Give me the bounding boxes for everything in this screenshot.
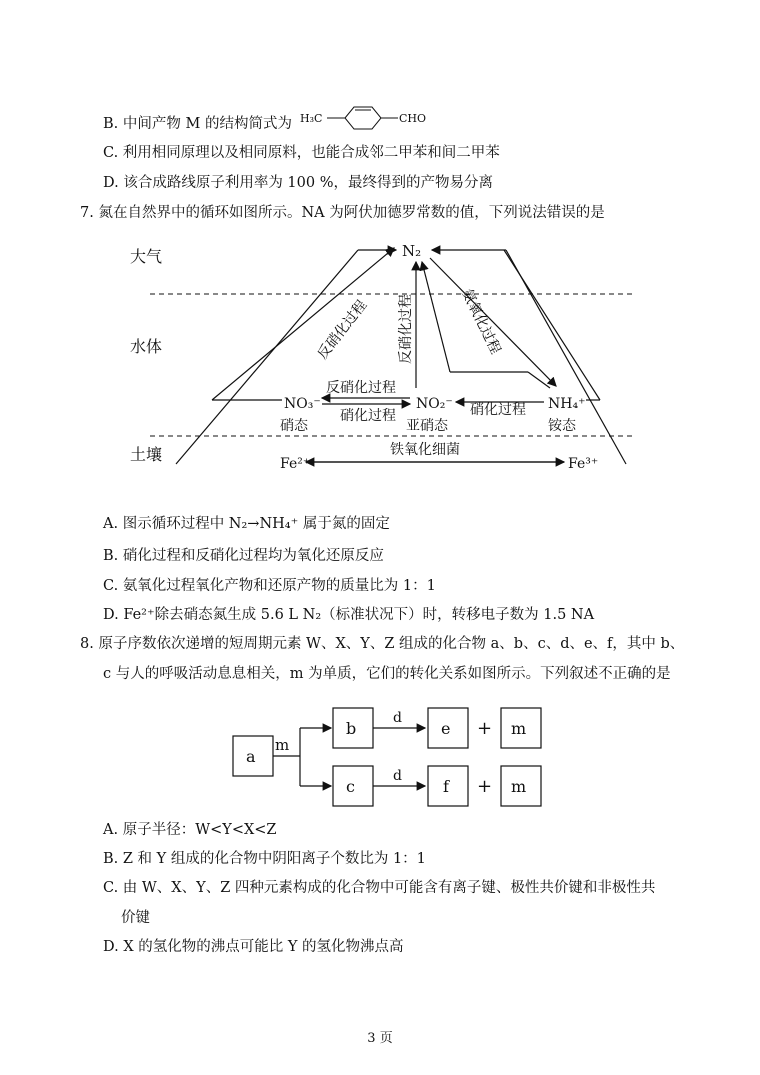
no3-name: 硝态	[280, 418, 308, 434]
nit-horizontal-label-2: 硝化过程	[470, 402, 526, 418]
anammox-to-n2-arrow	[422, 262, 450, 372]
no3-to-n2-arrow	[212, 248, 394, 400]
arrow-d2-label: d	[393, 768, 402, 784]
arrow-d1-label: d	[393, 710, 402, 726]
q7-option-d: D. Fe²⁺除去硝态氮生成 5.6 L N₂（标准状况下）时，转移电子数为 1.5 NA	[103, 607, 595, 623]
q6-option-d: D. 该合成路线原子利用率为 100 %，最终得到的产物易分离	[103, 175, 493, 191]
nitrogen-cycle-diagram	[120, 232, 640, 480]
zone-water-label: 水体	[130, 337, 163, 356]
denit-left-label: 反硝化过程	[314, 297, 371, 363]
denit-mid-label: 反硝化过程	[398, 294, 414, 364]
q6-option-b	[103, 114, 292, 134]
q8-conversion-diagram	[225, 696, 555, 816]
q8-stem-line1: 8. 原子序数依次递增的短周期元素 W、X、Y、Z 组成的化合物 a、b、c、d、e、f，其中 b、	[80, 636, 685, 652]
q8-option-b: B. Z 和 Y 组成的化合物中阴阳离子个数比为 1：1	[103, 851, 426, 867]
q8-option-c-line1: C. 由 W、X、Y、Z 四种元素构成的化合物中可能含有离子键、极性共价键和非极性共	[103, 880, 656, 896]
struct-left-group: H₃C	[300, 112, 323, 125]
anammox-label: 氨氧化过程	[458, 286, 504, 357]
nh4-label: NH₄⁺	[548, 396, 586, 412]
q6-option-c: C. 利用相同原理以及相同原料，也能合成邻二甲苯和间二甲苯	[103, 145, 500, 161]
plus-2: +	[477, 776, 493, 797]
q7-stem: 7. 氮在自然界中的循环如图所示。NA 为阿伏加德罗常数的值，下列说法错误的是	[80, 205, 605, 221]
q7-option-a: A. 图示循环过程中 N₂→NH₄⁺ 属于氮的固定	[103, 516, 390, 532]
plus-1: +	[477, 718, 493, 739]
q8-option-d: D. X 的氢化物的沸点可能比 Y 的氢化物沸点高	[103, 939, 404, 955]
box-f-label: f	[443, 777, 449, 796]
box-a-label: a	[246, 747, 256, 766]
box-m-1-label: m	[511, 719, 527, 738]
nh4-name: 铵态	[548, 418, 576, 434]
anammox-stub-2	[528, 372, 550, 388]
n2-label: N₂	[402, 242, 422, 260]
q8-option-c-line2: 价键	[121, 910, 150, 926]
nh4-right-line	[504, 250, 600, 400]
no2-label: NO₂⁻	[416, 396, 453, 412]
q7-option-c: C. 氨氧化过程氧化产物和还原产物的质量比为 1：1	[103, 578, 436, 594]
box-m-2-label: m	[511, 777, 527, 796]
nit-horizontal-label-1: 硝化过程	[340, 408, 396, 424]
q8-option-a: A. 原子半径：W<Y<X<Z	[103, 822, 277, 838]
zone-soil-label: 土壤	[130, 445, 163, 464]
q6-option-b-text: B. 中间产物 M 的结构简式为	[103, 116, 292, 132]
fe2-label: Fe²⁺	[280, 456, 311, 472]
arrow-m-label: m	[275, 736, 290, 754]
q6-structure-formula	[300, 102, 450, 136]
iron-bacteria-label: 铁氧化细菌	[390, 442, 460, 458]
box-e-label: e	[441, 719, 451, 738]
denit-horizontal-label: 反硝化过程	[326, 380, 396, 396]
struct-right-group: CHO	[399, 112, 427, 125]
zone-air-label: 大气	[130, 247, 163, 266]
q8-stem-line2: c 与人的呼吸活动息息相关，m 为单质，它们的转化关系如图所示。下列叙述不正确的是	[103, 666, 671, 682]
page-number: 3 页	[367, 1031, 393, 1046]
box-c-label: c	[346, 777, 355, 796]
no2-name: 亚硝态	[406, 418, 448, 434]
box-b-label: b	[346, 719, 357, 738]
fe3-label: Fe³⁺	[568, 456, 599, 472]
no3-label: NO₃⁻	[284, 396, 321, 412]
q7-option-b: B. 硝化过程和反硝化过程均为氧化还原反应	[103, 548, 384, 564]
